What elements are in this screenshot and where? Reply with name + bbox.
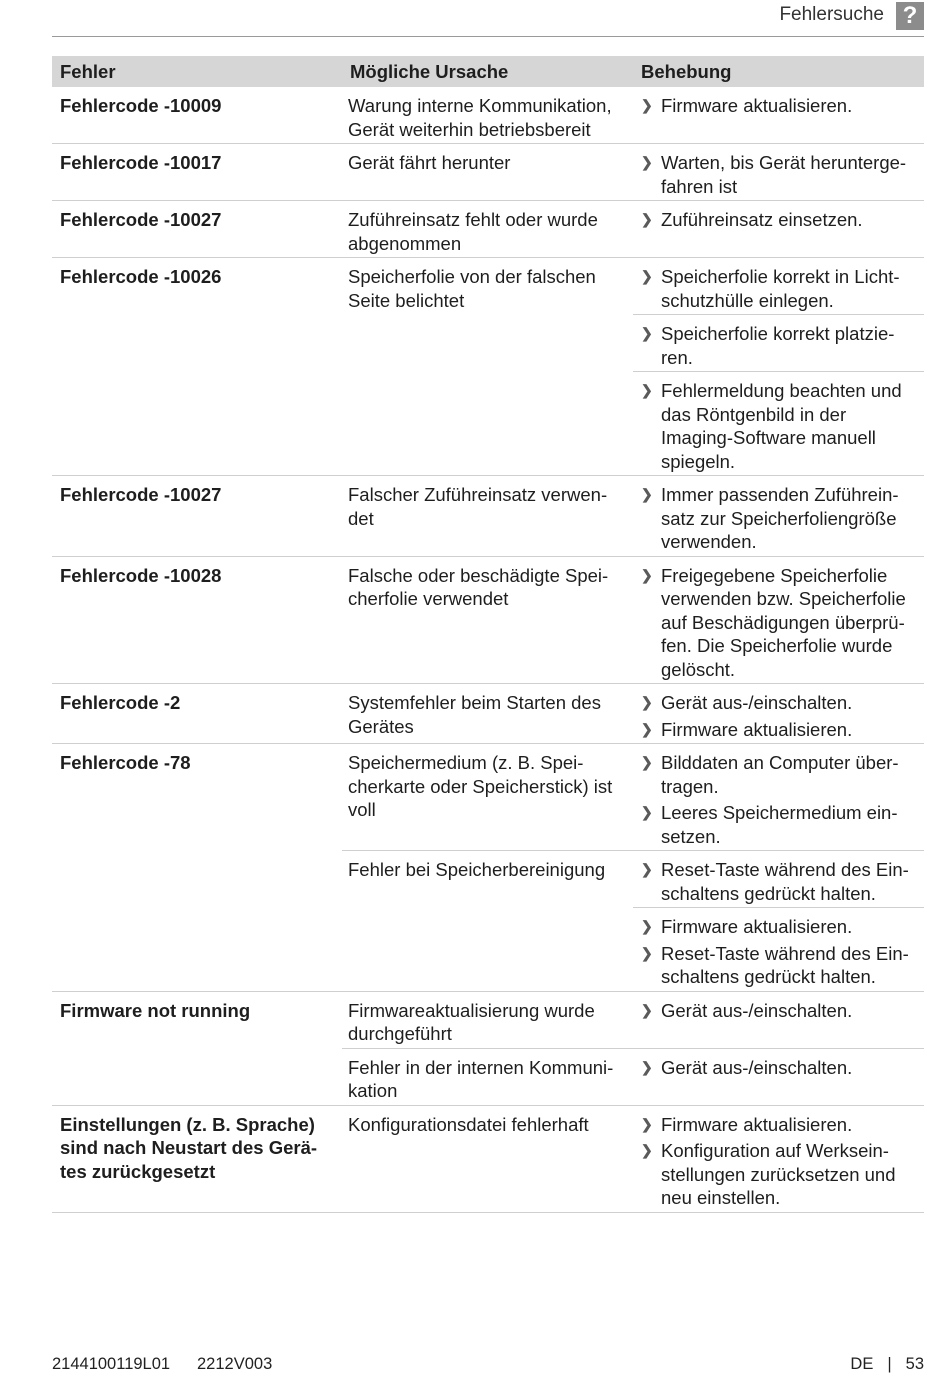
cause-text: Falsche oder beschädigte Spei-cherfolie verwendet [342, 556, 633, 684]
cause-text: Speichermedium (z. B. Spei-cherkarte oder Speicherstick) ist voll [342, 744, 633, 851]
fix-cell [633, 556, 924, 684]
table-row [52, 1105, 924, 1212]
troubleshooting-table [52, 56, 924, 1213]
fix-item: ❯ Speicherfolie korrekt platzie-ren. [641, 323, 895, 368]
fix-item: ❯ Fehlermeldung beachten und das Röntgenbild in der Imaging-Software manuell spiegeln. [641, 380, 902, 472]
table-row [52, 144, 924, 201]
help-question-icon: ? [896, 2, 924, 30]
fix-item: ❯ Konfiguration auf Werksein-stellungen zurücksetzen und neu einstellen. [641, 1140, 896, 1208]
fix-cell [633, 372, 924, 476]
fix-item: ❯ Reset-Taste während des Ein-schaltens gedrückt halten. [641, 859, 909, 904]
table-row [52, 684, 924, 744]
fix-item: ❯ Firmware aktualisieren. [641, 95, 853, 116]
fix-item: ❯ Firmware aktualisieren. [641, 916, 853, 937]
page-number: 53 [905, 1355, 924, 1373]
table-row [52, 556, 924, 684]
fix-cell [633, 1105, 924, 1212]
error-code: Fehlercode -10026 [52, 258, 342, 476]
fix-item: ❯ Firmware aktualisieren. [641, 1113, 853, 1135]
table-row [52, 991, 924, 1048]
chevron-right-icon: ❯ [641, 944, 653, 961]
error-code: Fehlercode -10017 [52, 144, 342, 201]
fix-item: ❯ Gerät aus-/einschalten. [641, 999, 853, 1021]
cause-text: Fehler bei Speicherbereinigung [342, 851, 633, 992]
fix-cell [633, 87, 924, 144]
cause-text: Falscher Zuführeinsatz verwen-det [342, 476, 633, 557]
chevron-right-icon: ❯ [641, 566, 653, 583]
chevron-right-icon: ❯ [641, 694, 653, 710]
cause-text: Fehler in der internen Kommuni-kation [342, 1048, 633, 1105]
chevron-right-icon: ❯ [641, 861, 653, 877]
chevron-right-icon: ❯ [641, 325, 653, 341]
fix-cell [633, 1048, 924, 1105]
fix-cell [633, 201, 924, 258]
section-title: Fehlersuche [779, 4, 884, 25]
chevron-right-icon: ❯ [641, 1001, 653, 1018]
chevron-right-icon: ❯ [641, 382, 653, 398]
chevron-right-icon: ❯ [641, 1142, 653, 1158]
chevron-right-icon: ❯ [641, 918, 653, 934]
fix-item: ❯ Warten, bis Gerät herunterge-fahren ist [641, 152, 907, 197]
fix-item: ❯ Speicherfolie korrekt in Licht-schutzhülle einlegen. [641, 266, 900, 311]
fix-item: ❯ Gerät aus-/einschalten. [641, 1056, 853, 1078]
document-number: 2144100119L01 [52, 1355, 171, 1373]
footer-separator: | [887, 1355, 892, 1373]
error-code: Einstellungen (z. B. Sprache) sind nach Neustart des Gerä-tes zurückgesetzt [52, 1105, 342, 1212]
fix-cell [633, 991, 924, 1048]
fix-cell [633, 476, 924, 557]
chevron-right-icon: ❯ [641, 154, 653, 170]
footer-page-info [850, 1355, 924, 1374]
column-header-fix: Behebung [633, 56, 924, 87]
table-row [52, 258, 924, 315]
fix-item: ❯ Immer passenden Zuführein-satz zur Speicherfoliengröße verwenden. [641, 484, 899, 552]
cause-text: Zuführeinsatz fehlt oder wurde abgenommen [342, 201, 633, 258]
chevron-right-icon: ❯ [641, 1058, 653, 1075]
error-code: Fehlercode -10009 [52, 87, 342, 144]
chevron-right-icon: ❯ [641, 754, 653, 770]
error-code: Fehlercode -78 [52, 744, 342, 992]
fix-item: ❯ Gerät aus-/einschalten. [641, 692, 853, 713]
fix-cell [633, 851, 924, 908]
cause-text: Firmwareaktualisierung wurde durchgeführt [342, 991, 633, 1048]
fix-item: ❯ Zuführeinsatz einsetzen. [641, 209, 863, 230]
fix-cell [633, 315, 924, 372]
fix-item: ❯ Firmware aktualisieren. [641, 718, 853, 740]
chevron-right-icon: ❯ [641, 268, 653, 284]
fix-cell [633, 744, 924, 851]
table-row [52, 87, 924, 144]
fix-item: ❯ Bilddaten an Computer über-tragen. [641, 752, 899, 797]
cause-text: Gerät fährt herunter [342, 144, 633, 201]
chevron-right-icon: ❯ [641, 720, 653, 737]
column-header-cause: Mögliche Ursache [342, 56, 633, 87]
cause-text: Systemfehler beim Starten des Gerätes [342, 684, 633, 744]
fix-cell [633, 684, 924, 744]
chevron-right-icon: ❯ [641, 97, 653, 113]
document-version: 2212V003 [197, 1355, 273, 1373]
table-row [52, 476, 924, 557]
fix-cell [633, 144, 924, 201]
error-code: Fehlercode -10028 [52, 556, 342, 684]
error-code: Fehlercode -2 [52, 684, 342, 744]
error-code: Fehlercode -10027 [52, 201, 342, 258]
cause-text: Konfigurationsdatei fehlerhaft [342, 1105, 633, 1212]
error-code: Fehlercode -10027 [52, 476, 342, 557]
chevron-right-icon: ❯ [641, 1115, 653, 1132]
fix-item: ❯ Freigegebene Speicherfolie verwenden bzw. Speicherfolie auf Beschädigungen überprü-fen. Die Speicherfolie wurde gelöscht. [641, 564, 906, 680]
page-header [52, 0, 924, 37]
cause-text: Speicherfolie von der falschen Seite belichtet [342, 258, 633, 476]
chevron-right-icon: ❯ [641, 486, 653, 502]
column-header-error: Fehler [52, 56, 342, 87]
chevron-right-icon: ❯ [641, 804, 653, 820]
fix-cell [633, 258, 924, 315]
error-code: Firmware not running [52, 991, 342, 1105]
table-row [52, 201, 924, 258]
cause-text: Warung interne Kommunikation, Gerät weiterhin betriebsbereit [342, 87, 633, 144]
fix-cell [633, 908, 924, 992]
table-row [52, 744, 924, 851]
language-code: DE [850, 1355, 874, 1373]
chevron-right-icon: ❯ [641, 211, 653, 227]
table-header-row [52, 56, 924, 87]
fix-item: ❯ Leeres Speichermedium ein-setzen. [641, 802, 898, 847]
fix-item: ❯ Reset-Taste während des Ein-schaltens gedrückt halten. [641, 942, 909, 987]
